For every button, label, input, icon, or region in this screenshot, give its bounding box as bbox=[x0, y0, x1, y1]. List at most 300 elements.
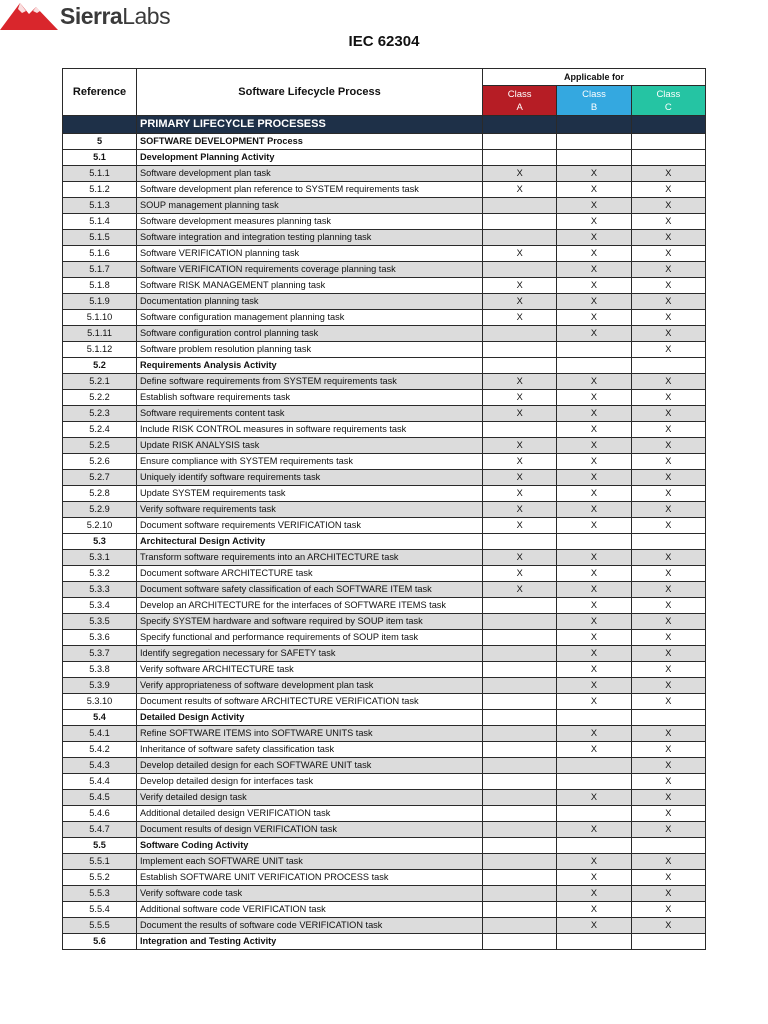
task-cell: Verify software code task bbox=[137, 886, 483, 902]
table-row bbox=[63, 870, 706, 886]
class-b-cell: X bbox=[557, 374, 631, 390]
class-a-cell bbox=[483, 694, 557, 710]
reference-cell: 5.3.2 bbox=[63, 566, 137, 582]
reference-cell: 5.2.1 bbox=[63, 374, 137, 390]
class-c-cell bbox=[631, 710, 705, 726]
reference-cell: 5 bbox=[63, 134, 137, 150]
table-row bbox=[63, 262, 706, 278]
table-row bbox=[63, 694, 706, 710]
class-a-cell: X bbox=[483, 166, 557, 182]
task-cell: Software development plan reference to SYSTEM requirements task bbox=[137, 182, 483, 198]
class-b-cell: X bbox=[557, 278, 631, 294]
class-c-cell: X bbox=[631, 454, 705, 470]
header-row-top bbox=[63, 69, 706, 86]
table-row bbox=[63, 294, 706, 310]
task-cell: Transform software requirements into an ARCHITECTURE task bbox=[137, 550, 483, 566]
task-cell: Additional detailed design VERIFICATION task bbox=[137, 806, 483, 822]
reference-cell: 5.4.5 bbox=[63, 790, 137, 806]
class-c-cell: X bbox=[631, 502, 705, 518]
class-a-cell: X bbox=[483, 278, 557, 294]
class-a-cell: X bbox=[483, 246, 557, 262]
reference-cell: 5.3.4 bbox=[63, 598, 137, 614]
process-header: Software Lifecycle Process bbox=[137, 69, 483, 116]
task-cell: Software problem resolution planning task bbox=[137, 342, 483, 358]
task-cell: Software development measures planning task bbox=[137, 214, 483, 230]
task-cell: SOUP management planning task bbox=[137, 198, 483, 214]
class-c-cell bbox=[631, 934, 705, 950]
class-b-cell bbox=[557, 758, 631, 774]
table-row bbox=[63, 550, 706, 566]
task-cell: Uniquely identify software requirements task bbox=[137, 470, 483, 486]
reference-cell: 5.1.10 bbox=[63, 310, 137, 326]
reference-cell: 5.2.4 bbox=[63, 422, 137, 438]
class-a-cell bbox=[483, 870, 557, 886]
task-cell: Software VERIFICATION requirements coverage planning task bbox=[137, 262, 483, 278]
class-b-cell bbox=[557, 710, 631, 726]
section-row bbox=[63, 534, 706, 550]
reference-cell: 5.1.1 bbox=[63, 166, 137, 182]
task-cell: Identify segregation necessary for SAFETY task bbox=[137, 646, 483, 662]
reference-cell: 5.1.11 bbox=[63, 326, 137, 342]
class-b-cell: X bbox=[557, 662, 631, 678]
class-c-cell: X bbox=[631, 886, 705, 902]
reference-cell: 5.3.9 bbox=[63, 678, 137, 694]
class-a-cell bbox=[483, 902, 557, 918]
table-row bbox=[63, 886, 706, 902]
class-c-cell: X bbox=[631, 614, 705, 630]
class-c-letter: C bbox=[664, 101, 672, 113]
table-row bbox=[63, 486, 706, 502]
class-a-cell: X bbox=[483, 374, 557, 390]
table-row bbox=[63, 182, 706, 198]
table-row bbox=[63, 246, 706, 262]
reference-cell: 5.5.2 bbox=[63, 870, 137, 886]
task-cell: Define software requirements from SYSTEM requirements task bbox=[137, 374, 483, 390]
class-b-word: Class bbox=[582, 88, 606, 100]
class-a-cell: X bbox=[483, 390, 557, 406]
class-c-cell bbox=[631, 838, 705, 854]
table-row bbox=[63, 902, 706, 918]
table-row bbox=[63, 310, 706, 326]
table-body bbox=[63, 116, 706, 950]
class-c-cell: X bbox=[631, 470, 705, 486]
reference-cell: 5.2.9 bbox=[63, 502, 137, 518]
class-c-cell: X bbox=[631, 278, 705, 294]
task-cell: SOFTWARE DEVELOPMENT Process bbox=[137, 134, 483, 150]
class-c-cell: X bbox=[631, 806, 705, 822]
class-b-cell: X bbox=[557, 614, 631, 630]
class-c-cell: X bbox=[631, 758, 705, 774]
class-c-cell: X bbox=[631, 310, 705, 326]
task-cell: Document the results of software code VERIFICATION task bbox=[137, 918, 483, 934]
class-b-cell: X bbox=[557, 198, 631, 214]
task-cell: Software requirements content task bbox=[137, 406, 483, 422]
class-a-cell bbox=[483, 214, 557, 230]
class-a-cell bbox=[483, 790, 557, 806]
class-b-cell: X bbox=[557, 454, 631, 470]
class-b-cell: X bbox=[557, 902, 631, 918]
task-cell: Document software ARCHITECTURE task bbox=[137, 566, 483, 582]
class-a-cell bbox=[483, 726, 557, 742]
class-c-cell bbox=[631, 534, 705, 550]
class-c-cell: X bbox=[631, 774, 705, 790]
task-cell: Implement each SOFTWARE UNIT task bbox=[137, 854, 483, 870]
reference-cell: 5.6 bbox=[63, 934, 137, 950]
class-b-cell: X bbox=[557, 166, 631, 182]
class-b-cell bbox=[557, 150, 631, 166]
reference-cell: 5.2.6 bbox=[63, 454, 137, 470]
table-row bbox=[63, 726, 706, 742]
class-a-cell bbox=[483, 134, 557, 150]
class-b-cell: X bbox=[557, 790, 631, 806]
class-c-cell: X bbox=[631, 486, 705, 502]
class-a-cell bbox=[483, 230, 557, 246]
class-a-cell bbox=[483, 534, 557, 550]
class-a-cell bbox=[483, 854, 557, 870]
reference-cell: 5.1.2 bbox=[63, 182, 137, 198]
task-cell: Include RISK CONTROL measures in software requirements task bbox=[137, 422, 483, 438]
class-c-word: Class bbox=[656, 88, 681, 100]
class-b-cell bbox=[557, 342, 631, 358]
class-c-cell: X bbox=[631, 726, 705, 742]
task-cell: Develop an ARCHITECTURE for the interfaces of SOFTWARE ITEMS task bbox=[137, 598, 483, 614]
class-c-cell: X bbox=[631, 438, 705, 454]
class-c-cell: X bbox=[631, 518, 705, 534]
logo-name-light: Labs bbox=[122, 2, 171, 29]
class-c-cell: X bbox=[631, 790, 705, 806]
class-a-header bbox=[483, 86, 557, 116]
class-c-cell: X bbox=[631, 630, 705, 646]
table-row bbox=[63, 758, 706, 774]
table-row bbox=[63, 198, 706, 214]
class-c-cell: X bbox=[631, 342, 705, 358]
class-a-cell bbox=[483, 262, 557, 278]
table-row bbox=[63, 326, 706, 342]
reference-cell: 5.3.5 bbox=[63, 614, 137, 630]
task-cell: Architectural Design Activity bbox=[137, 534, 483, 550]
reference-cell: 5.4.3 bbox=[63, 758, 137, 774]
class-b-cell: X bbox=[557, 646, 631, 662]
task-cell: Requirements Analysis Activity bbox=[137, 358, 483, 374]
class-a-cell bbox=[483, 342, 557, 358]
class-b-cell: X bbox=[557, 822, 631, 838]
class-c-cell: X bbox=[631, 854, 705, 870]
table-row bbox=[63, 854, 706, 870]
table-row bbox=[63, 342, 706, 358]
class-c-cell: X bbox=[631, 198, 705, 214]
task-cell: Verify appropriateness of software development plan task bbox=[137, 678, 483, 694]
primary-band-row bbox=[63, 116, 706, 134]
class-a-cell bbox=[483, 822, 557, 838]
task-cell: Software configuration management planning task bbox=[137, 310, 483, 326]
reference-cell: 5.4 bbox=[63, 710, 137, 726]
table-row bbox=[63, 278, 706, 294]
class-a-cell: X bbox=[483, 406, 557, 422]
class-a-cell bbox=[483, 198, 557, 214]
class-c-cell: X bbox=[631, 598, 705, 614]
class-a-cell bbox=[483, 758, 557, 774]
reference-cell: 5.2.7 bbox=[63, 470, 137, 486]
class-b-cell: X bbox=[557, 294, 631, 310]
reference-cell: 5.3.8 bbox=[63, 662, 137, 678]
task-cell: Specify functional and performance requirements of SOUP item task bbox=[137, 630, 483, 646]
class-b-cell bbox=[557, 838, 631, 854]
class-b-cell: X bbox=[557, 854, 631, 870]
class-c-header bbox=[631, 86, 705, 116]
class-b-cell bbox=[557, 934, 631, 950]
class-a-cell: X bbox=[483, 486, 557, 502]
table-row bbox=[63, 598, 706, 614]
class-c-cell: X bbox=[631, 646, 705, 662]
table-row bbox=[63, 582, 706, 598]
task-cell: Document results of design VERIFICATION task bbox=[137, 822, 483, 838]
class-b-cell: X bbox=[557, 262, 631, 278]
task-cell: Refine SOFTWARE ITEMS into SOFTWARE UNITS task bbox=[137, 726, 483, 742]
task-cell: Develop detailed design for interfaces task bbox=[137, 774, 483, 790]
class-c-cell: X bbox=[631, 182, 705, 198]
class-b-cell: X bbox=[557, 598, 631, 614]
class-b-cell: X bbox=[557, 326, 631, 342]
class-a-cell: X bbox=[483, 470, 557, 486]
reference-cell: 5.5.1 bbox=[63, 854, 137, 870]
task-cell: Verify software requirements task bbox=[137, 502, 483, 518]
class-a-cell bbox=[483, 646, 557, 662]
class-b-cell: X bbox=[557, 438, 631, 454]
task-cell: Software VERIFICATION planning task bbox=[137, 246, 483, 262]
table-row bbox=[63, 390, 706, 406]
class-b-cell: X bbox=[557, 470, 631, 486]
class-b-cell bbox=[557, 134, 631, 150]
reference-cell: 5.1.6 bbox=[63, 246, 137, 262]
class-a-cell bbox=[483, 116, 557, 134]
class-a-cell: X bbox=[483, 566, 557, 582]
task-cell: Document software safety classification of each SOFTWARE ITEM task bbox=[137, 582, 483, 598]
class-b-cell: X bbox=[557, 310, 631, 326]
reference-cell: 5.1.3 bbox=[63, 198, 137, 214]
class-b-letter: B bbox=[590, 101, 598, 113]
class-a-cell bbox=[483, 422, 557, 438]
task-cell: Update RISK ANALYSIS task bbox=[137, 438, 483, 454]
class-a-cell: X bbox=[483, 502, 557, 518]
class-a-cell: X bbox=[483, 182, 557, 198]
section-row bbox=[63, 150, 706, 166]
class-b-cell: X bbox=[557, 246, 631, 262]
task-cell: Integration and Testing Activity bbox=[137, 934, 483, 950]
table-row bbox=[63, 742, 706, 758]
task-cell: Develop detailed design for each SOFTWARE UNIT task bbox=[137, 758, 483, 774]
class-b-cell: X bbox=[557, 694, 631, 710]
reference-cell: 5.2.5 bbox=[63, 438, 137, 454]
class-a-cell bbox=[483, 934, 557, 950]
class-b-cell bbox=[557, 358, 631, 374]
class-c-cell: X bbox=[631, 246, 705, 262]
section-row bbox=[63, 934, 706, 950]
table-row bbox=[63, 790, 706, 806]
class-b-cell: X bbox=[557, 182, 631, 198]
task-cell: Ensure compliance with SYSTEM requirements task bbox=[137, 454, 483, 470]
reference-cell: 5.1.12 bbox=[63, 342, 137, 358]
class-c-cell: X bbox=[631, 662, 705, 678]
reference-cell bbox=[63, 116, 137, 134]
class-c-cell: X bbox=[631, 406, 705, 422]
class-a-cell bbox=[483, 806, 557, 822]
sierralabs-logo bbox=[0, 0, 170, 30]
reference-cell: 5.3.10 bbox=[63, 694, 137, 710]
class-b-cell: X bbox=[557, 566, 631, 582]
class-b-cell: X bbox=[557, 582, 631, 598]
table-row bbox=[63, 774, 706, 790]
task-cell: Detailed Design Activity bbox=[137, 710, 483, 726]
reference-cell: 5.1 bbox=[63, 150, 137, 166]
mountain-logo-icon bbox=[0, 0, 58, 30]
task-cell: Additional software code VERIFICATION task bbox=[137, 902, 483, 918]
table-row bbox=[63, 470, 706, 486]
table-row bbox=[63, 662, 706, 678]
class-b-cell: X bbox=[557, 230, 631, 246]
table-row bbox=[63, 374, 706, 390]
table-row bbox=[63, 630, 706, 646]
class-b-cell bbox=[557, 116, 631, 134]
class-a-cell bbox=[483, 358, 557, 374]
class-a-cell bbox=[483, 742, 557, 758]
reference-cell: 5.4.4 bbox=[63, 774, 137, 790]
class-b-cell: X bbox=[557, 486, 631, 502]
reference-cell: 5.2.10 bbox=[63, 518, 137, 534]
class-a-cell bbox=[483, 838, 557, 854]
class-b-cell: X bbox=[557, 870, 631, 886]
reference-cell: 5.3.3 bbox=[63, 582, 137, 598]
class-b-header bbox=[557, 86, 631, 116]
task-cell: Specify SYSTEM hardware and software required by SOUP item task bbox=[137, 614, 483, 630]
reference-cell: 5.5 bbox=[63, 838, 137, 854]
table-row bbox=[63, 422, 706, 438]
class-c-cell: X bbox=[631, 582, 705, 598]
reference-cell: 5.2.2 bbox=[63, 390, 137, 406]
class-b-cell: X bbox=[557, 518, 631, 534]
task-cell: Verify detailed design task bbox=[137, 790, 483, 806]
class-c-cell: X bbox=[631, 390, 705, 406]
reference-cell: 5.3 bbox=[63, 534, 137, 550]
class-a-cell bbox=[483, 918, 557, 934]
class-a-cell: X bbox=[483, 438, 557, 454]
reference-cell: 5.3.6 bbox=[63, 630, 137, 646]
reference-cell: 5.3.1 bbox=[63, 550, 137, 566]
class-b-cell: X bbox=[557, 214, 631, 230]
table-row bbox=[63, 646, 706, 662]
task-cell: Verify software ARCHITECTURE task bbox=[137, 662, 483, 678]
task-cell: PRIMARY LIFECYCLE PROCESESS bbox=[137, 116, 483, 134]
task-cell: Establish SOFTWARE UNIT VERIFICATION PROCESS task bbox=[137, 870, 483, 886]
table-row bbox=[63, 614, 706, 630]
class-a-cell bbox=[483, 886, 557, 902]
reference-cell: 5.1.4 bbox=[63, 214, 137, 230]
class-a-cell bbox=[483, 630, 557, 646]
class-a-cell bbox=[483, 710, 557, 726]
task-cell: Software RISK MANAGEMENT planning task bbox=[137, 278, 483, 294]
table-row bbox=[63, 918, 706, 934]
class-c-cell: X bbox=[631, 694, 705, 710]
task-cell: Software development plan task bbox=[137, 166, 483, 182]
section-row bbox=[63, 838, 706, 854]
section-row bbox=[63, 358, 706, 374]
class-c-cell: X bbox=[631, 550, 705, 566]
table-row bbox=[63, 678, 706, 694]
task-cell: Establish software requirements task bbox=[137, 390, 483, 406]
class-b-cell: X bbox=[557, 406, 631, 422]
reference-cell: 5.4.1 bbox=[63, 726, 137, 742]
task-cell: Document results of software ARCHITECTURE VERIFICATION task bbox=[137, 694, 483, 710]
task-cell: Software Coding Activity bbox=[137, 838, 483, 854]
class-a-cell: X bbox=[483, 454, 557, 470]
reference-cell: 5.2 bbox=[63, 358, 137, 374]
task-cell: Document software requirements VERIFICATION task bbox=[137, 518, 483, 534]
reference-cell: 5.4.2 bbox=[63, 742, 137, 758]
task-cell: Software integration and integration testing planning task bbox=[137, 230, 483, 246]
class-c-cell: X bbox=[631, 918, 705, 934]
class-c-cell: X bbox=[631, 166, 705, 182]
section-row bbox=[63, 710, 706, 726]
class-c-cell bbox=[631, 150, 705, 166]
class-b-cell bbox=[557, 774, 631, 790]
table-row bbox=[63, 822, 706, 838]
class-b-cell: X bbox=[557, 422, 631, 438]
class-c-cell: X bbox=[631, 294, 705, 310]
reference-cell: 5.2.8 bbox=[63, 486, 137, 502]
class-b-cell: X bbox=[557, 630, 631, 646]
table-row bbox=[63, 502, 706, 518]
class-b-cell: X bbox=[557, 726, 631, 742]
class-c-cell bbox=[631, 358, 705, 374]
class-a-cell: X bbox=[483, 582, 557, 598]
table-row bbox=[63, 438, 706, 454]
class-b-cell: X bbox=[557, 390, 631, 406]
class-a-cell: X bbox=[483, 310, 557, 326]
class-a-cell: X bbox=[483, 294, 557, 310]
reference-cell: 5.5.4 bbox=[63, 902, 137, 918]
logo-name-bold: Sierra bbox=[60, 2, 123, 29]
task-cell: Update SYSTEM requirements task bbox=[137, 486, 483, 502]
applicable-header: Applicable for bbox=[483, 69, 706, 86]
class-c-cell: X bbox=[631, 678, 705, 694]
lifecycle-table bbox=[62, 68, 706, 950]
table-row bbox=[63, 214, 706, 230]
reference-cell: 5.1.7 bbox=[63, 262, 137, 278]
logo-wordmark bbox=[60, 3, 170, 30]
class-b-cell bbox=[557, 806, 631, 822]
task-cell: Inheritance of software safety classification task bbox=[137, 742, 483, 758]
table-row bbox=[63, 518, 706, 534]
section-row bbox=[63, 134, 706, 150]
class-a-cell: X bbox=[483, 550, 557, 566]
class-a-cell: X bbox=[483, 518, 557, 534]
class-c-cell bbox=[631, 134, 705, 150]
reference-cell: 5.4.7 bbox=[63, 822, 137, 838]
reference-cell: 5.3.7 bbox=[63, 646, 137, 662]
table-row bbox=[63, 230, 706, 246]
table-row bbox=[63, 166, 706, 182]
class-c-cell: X bbox=[631, 326, 705, 342]
reference-cell: 5.1.8 bbox=[63, 278, 137, 294]
class-c-cell: X bbox=[631, 374, 705, 390]
reference-cell: 5.5.5 bbox=[63, 918, 137, 934]
class-b-cell: X bbox=[557, 886, 631, 902]
class-c-cell: X bbox=[631, 566, 705, 582]
class-c-cell: X bbox=[631, 902, 705, 918]
class-a-cell bbox=[483, 678, 557, 694]
class-a-cell bbox=[483, 774, 557, 790]
task-cell: Software configuration control planning task bbox=[137, 326, 483, 342]
table-row bbox=[63, 454, 706, 470]
